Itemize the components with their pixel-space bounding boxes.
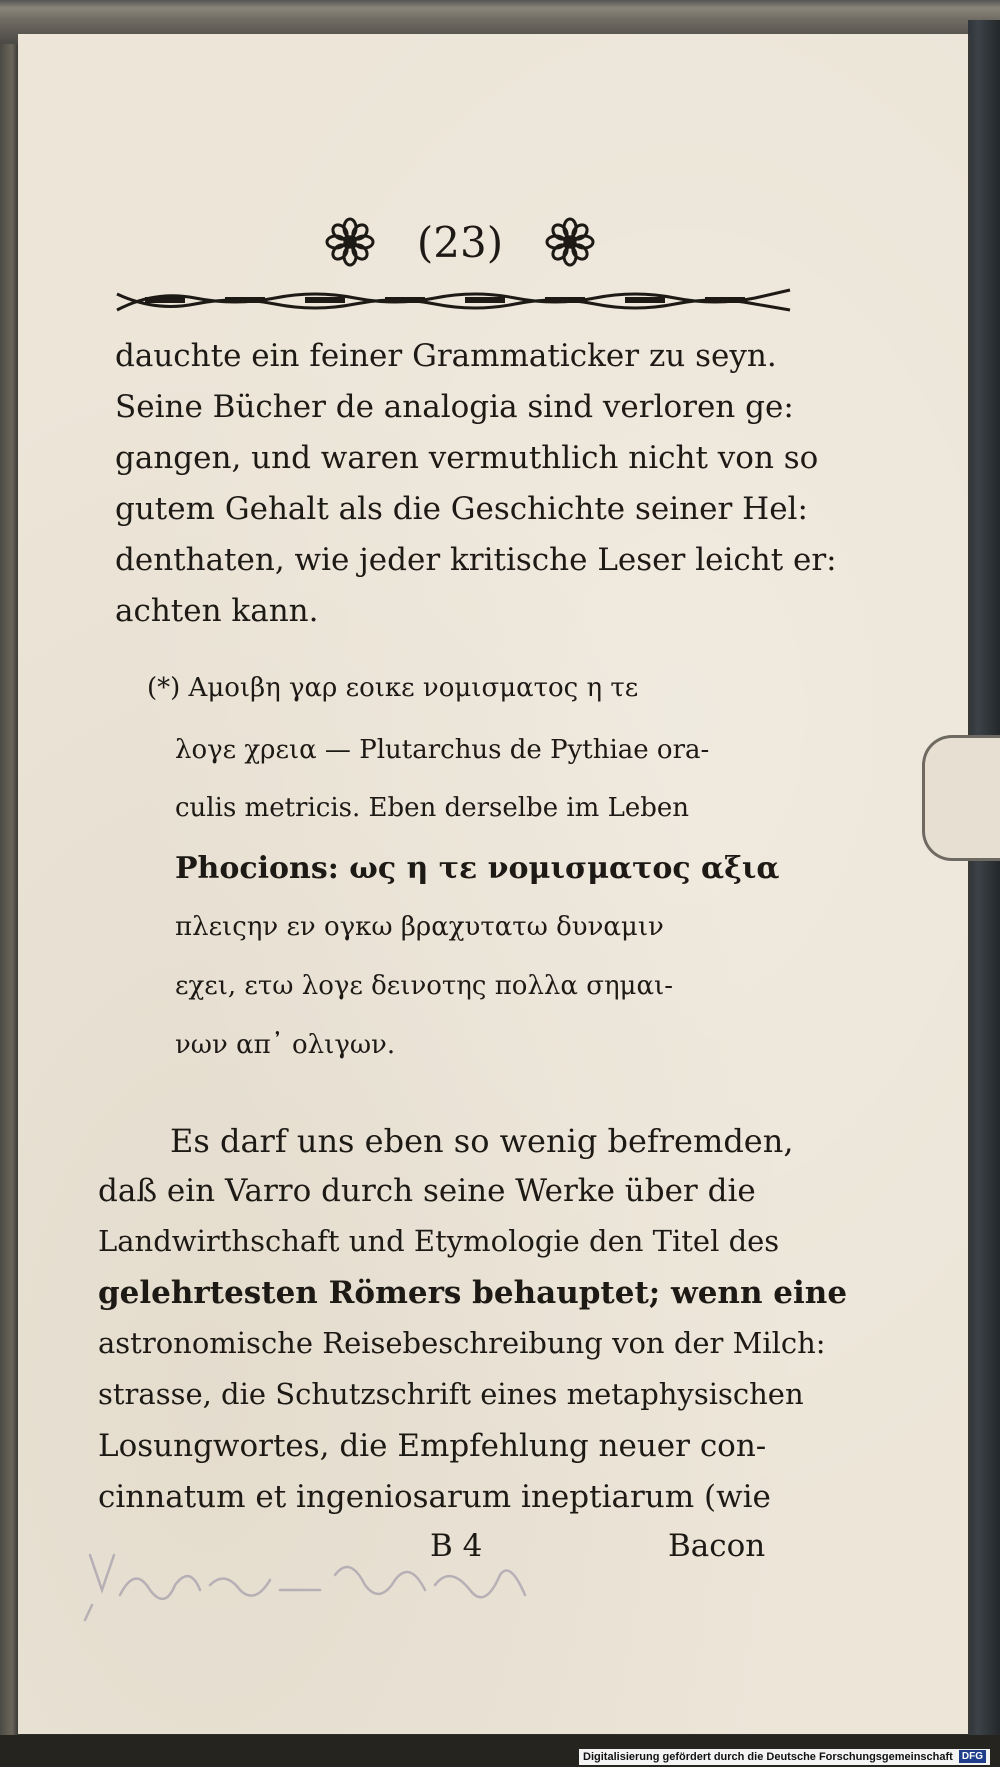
page-number: (23) xyxy=(416,217,504,267)
paragraph-line: Es darf uns eben so wenig befremden, xyxy=(170,1122,794,1160)
flower-ornament-icon xyxy=(545,217,595,267)
paragraph-line: cinnatum et ingeniosarum ineptiarum (wie xyxy=(98,1479,771,1515)
body-line: dauchte ein feiner Grammaticker zu seyn. xyxy=(115,338,777,374)
signature-mark: B 4 xyxy=(430,1528,483,1564)
footnote-line: λογε χρεια — Plutarchus de Pythiae ora- xyxy=(175,735,710,765)
paragraph-line: gelehrtesten Römers behauptet; wenn eine xyxy=(98,1275,848,1311)
body-line: achten kann. xyxy=(115,593,319,629)
digitization-credit xyxy=(579,1749,990,1765)
page-clasp xyxy=(922,735,1000,861)
dfg-logo: DFG xyxy=(959,1750,986,1763)
credit-text: Digitalisierung gefördert durch die Deutsche Forschungsgemeinschaft xyxy=(583,1751,953,1763)
page-header xyxy=(300,212,620,272)
decorative-rule xyxy=(115,280,792,320)
body-line: denthaten, wie jeder kritische Leser leicht er: xyxy=(115,542,837,578)
paragraph-line: Landwirthschaft und Etymologie den Titel des xyxy=(98,1224,780,1258)
book-cover-edge xyxy=(968,20,1000,1740)
paragraph-line: daß ein Varro durch seine Werke über die xyxy=(98,1173,756,1209)
flower-ornament-icon xyxy=(325,217,375,267)
catchword: Bacon xyxy=(668,1528,766,1564)
body-line: Seine Bücher de analogia sind verloren ge: xyxy=(115,389,794,425)
paragraph-line: strasse, die Schutzschrift eines metaphysischen xyxy=(98,1377,804,1411)
paragraph-line: Losungwortes, die Empfehlung neuer con- xyxy=(98,1428,767,1464)
paragraph-line: astronomische Reisebeschreibung von der Milch: xyxy=(98,1326,826,1360)
body-line: gangen, und waren vermuthlich nicht von so xyxy=(115,440,819,476)
footnote-line: culis metricis. Eben derselbe im Leben xyxy=(175,793,690,823)
pencil-annotation xyxy=(80,1535,580,1630)
footnote-line: (*) Αμοιβη γαρ εοικε νομισματος η τε xyxy=(147,673,639,703)
footnote-line: Phocions: ως η τε νομισματος αξια xyxy=(175,851,780,886)
footnote-line: νων απ᾽ ολιγων. xyxy=(175,1030,396,1060)
body-line: gutem Gehalt als die Geschichte seiner Hel: xyxy=(115,491,808,527)
footnote-line: εχει, ετω λογε δεινοτης πολλα σημαι- xyxy=(175,971,673,1001)
footnote-line: πλειςην εν ογκω βραχυτατω δυναμιν xyxy=(175,912,664,942)
